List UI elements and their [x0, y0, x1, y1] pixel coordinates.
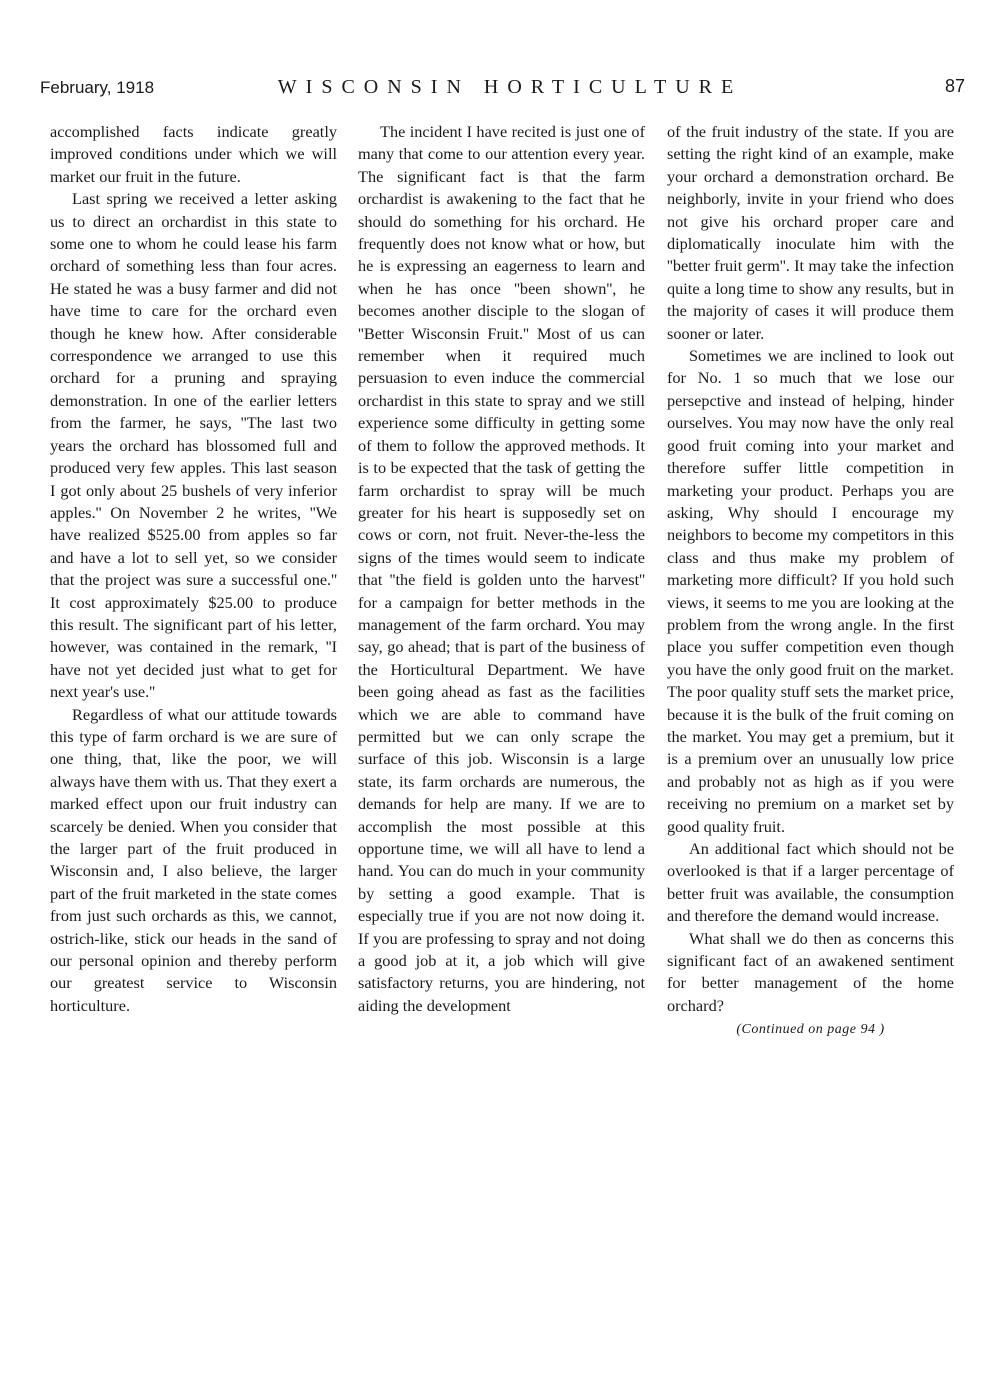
paragraph: of the fruit industry of the state. If you are setting the right kind of an example, make your orchard a demonstration orchard. Be neighborly, invite in your friend who does not give his orchard proper care and diplomatically inoculate him with the ''better fruit germ''. It may take the infection quite a long time to show any results, but in the majority of cases it will produce them sooner or later.	[667, 122, 954, 343]
page-number: 87	[944, 76, 965, 96]
article-column-2	[358, 121, 645, 1017]
paragraph: What shall we do then as concerns this significant fact of an awakened sentiment for better management of the home orchard?	[667, 928, 954, 1015]
publication-title: WISCONSIN HORTICULTURE	[277, 76, 743, 98]
paragraph: An additional fact which should not be overlooked is that if a larger percentage of better fruit was available, the consumption and therefore the demand would increase.	[667, 839, 954, 926]
issue-date: February, 1918	[40, 78, 155, 97]
article-column-3	[667, 121, 954, 1042]
paragraph: Last spring we received a letter asking us to direct an orchardist in this state to some one to whom he could lease his farm orchard of something less than four acres. He stated he was a busy farmer and did not have time to care for the orchard even though he knew how. After considerable correspondence we arranged to use this orchard for a pruning and spraying demonstration. In one of the earlier letters from the farmer, he says, ''The last two years the orchard has blossomed full and produced very few apples. This last season I got only about 25 bushels of very inferior apples.'' On November 2 he writes, ''We have realized $525.00 from apples so far and have a lot to sell yet, so we consider that the project was sure a successful one.'' It cost approximately $25.00 to produce this result. The significant part of his letter, however, was contained in the remark, ''I have not yet decided just what to get for next year's use.''	[50, 189, 337, 702]
paragraph: Sometimes we are inclined to look out for No. 1 so much that we lose our persepctive and instead of helping, hinder ourselves. You may now have the only real good fruit coming into your market and therefore suffer little competition in marketing your product. Perhaps you are asking, Why should I encourage my neighbors to become my competitors in this class and thus make my problem of marketing more difficult? If you hold such views, it seems to me you are looking at the problem from the wrong angle. In the first place you suffer competition even though you have the only good fruit on the market. The poor quality stuff sets the market price, because it is the bulk of the fruit coming on the market. You may get a premium, but it is a premium over an unusually low price and probably not as high as if you were receiving no premium on a market set by good quality fruit.	[667, 346, 954, 836]
article-column-1	[50, 121, 337, 1017]
paragraph: Regardless of what our attitude towards this type of farm orchard is we are sure of one thing, that, like the poor, we will always have them with us. That they exert a marked effect upon our fruit industry can scarcely be denied. When you consider that the larger part of the fruit produced in Wisconsin and, I also believe, the larger part of the fruit marketed in the state comes from just such orchards as this, we cannot, ostrich-like, stick our heads in the sand of our personal opinion and thereby perform our greatest service to Wisconsin horticulture.	[50, 704, 337, 1015]
page-header	[40, 76, 965, 106]
paragraph: accomplished facts indicate greatly improved conditions under which we will market our fruit in the future.	[50, 122, 337, 186]
continued-note: (Continued on page 94 )	[736, 1022, 885, 1038]
paragraph: The incident I have recited is just one of many that come to our attention every year. The significant fact is that the farm orchardist is awakening to the fact that he should do something for his orchard. He frequently does not know what or how, but he is expressing an eagerness to learn and when he has once ''been shown'', he becomes another disciple to the slogan of ''Better Wisconsin Fruit.'' Most of us can remember when it required much persuasion to even induce the commercial orchardist in this state to spray and we still experience some difficulty in getting some of them to follow the approved methods. It is to be expected that the task of getting the farm orchardist to spray will be much greater for his heart is supposedly set on cows or corn, not fruit. Never-the-less the signs of the times would seem to indicate that ''the field is golden unto the harvest'' for a campaign for better methods in the management of the farm orchard. You may say, go ahead; that is part of the business of the Horticultural Department. We have been going ahead as fast as the facilities which we are able to command have permitted but we can only scrape the surface of this job. Wisconsin is a large state, its farm orchards are numerous, the demands for help are many. If we are to accomplish the most possible at this opportune time, we will all have to lend a hand. You can do much in your community by setting a good example. That is especially true if you are not now doing it. If you are professing to spray and not doing a good job at it, a job which will give satisfactory returns, you are hindering, not aiding the development	[358, 122, 645, 1015]
